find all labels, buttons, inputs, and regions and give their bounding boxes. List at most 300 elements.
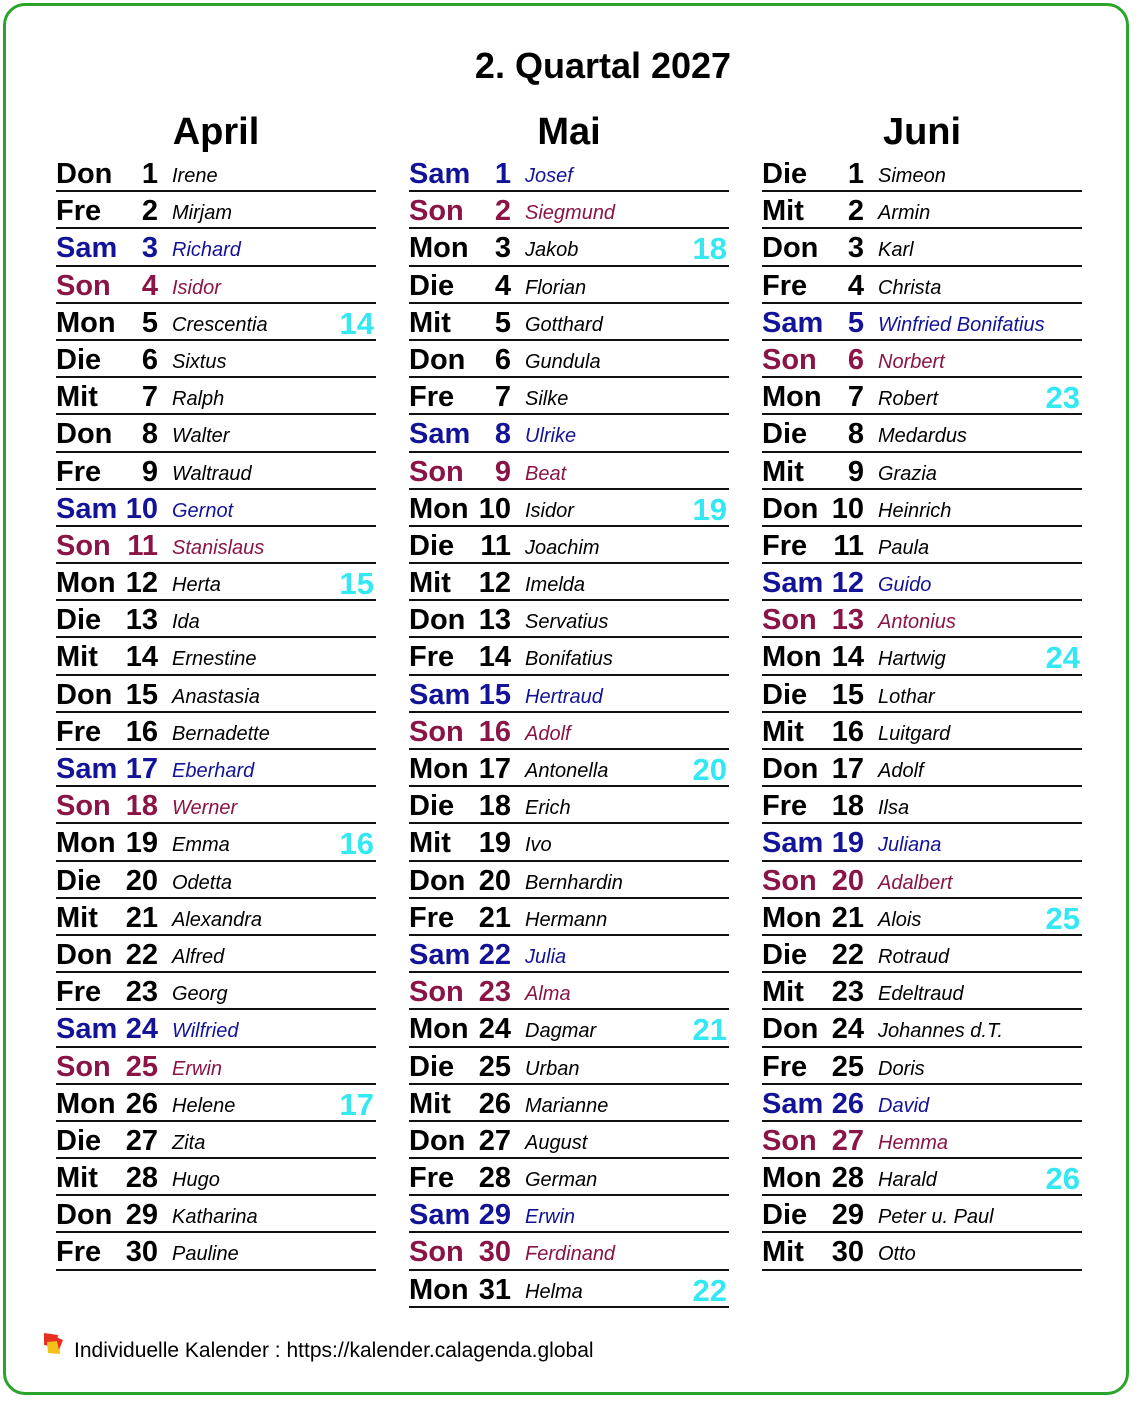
name-day: Beat bbox=[525, 462, 567, 485]
weekday-label: Sam bbox=[56, 1013, 118, 1046]
name-day: Isidor bbox=[172, 276, 221, 299]
name-day: Bonifatius bbox=[525, 648, 613, 671]
day-number: 4 bbox=[141, 269, 158, 302]
weekday-label: Mit bbox=[762, 976, 804, 1009]
week-number: 23 bbox=[1045, 380, 1080, 416]
day-number: 1 bbox=[494, 158, 511, 190]
name-day: Helma bbox=[525, 1280, 583, 1303]
name-day: Ivo bbox=[525, 834, 552, 857]
day-number: 21 bbox=[125, 901, 158, 934]
day-number: 26 bbox=[125, 1087, 158, 1120]
name-day: Richard bbox=[172, 239, 241, 262]
day-row bbox=[409, 341, 729, 378]
weekday-label: Die bbox=[56, 343, 102, 376]
day-number: 5 bbox=[141, 306, 158, 339]
day-number: 17 bbox=[831, 753, 864, 785]
day-row bbox=[762, 453, 1082, 490]
name-day: David bbox=[878, 1094, 930, 1117]
day-row bbox=[56, 899, 376, 936]
weekday-label: Son bbox=[762, 864, 817, 897]
day-number: 5 bbox=[847, 306, 864, 339]
name-day: Pauline bbox=[172, 1243, 239, 1266]
day-number: 19 bbox=[125, 827, 158, 860]
name-day: Eberhard bbox=[172, 760, 255, 782]
day-row bbox=[762, 824, 1082, 861]
month-column-juni bbox=[762, 110, 1082, 1271]
week-number: 19 bbox=[692, 491, 727, 527]
day-number: 13 bbox=[831, 604, 864, 637]
weekday-label: Sam bbox=[762, 567, 824, 600]
day-number: 18 bbox=[125, 790, 158, 823]
name-day: Medardus bbox=[878, 425, 967, 448]
day-row bbox=[762, 564, 1082, 601]
weekday-label: Mon bbox=[409, 492, 469, 525]
day-number: 6 bbox=[141, 343, 158, 376]
day-list bbox=[409, 155, 729, 1308]
day-list bbox=[56, 155, 376, 1271]
weekday-label: Mon bbox=[762, 641, 822, 674]
weekday-label: Mit bbox=[409, 827, 451, 860]
day-number: 29 bbox=[478, 1199, 511, 1232]
weekday-label: Sam bbox=[762, 306, 824, 339]
day-row bbox=[56, 229, 376, 266]
day-row bbox=[762, 527, 1082, 564]
day-number: 27 bbox=[478, 1124, 511, 1157]
name-day: Peter u. Paul bbox=[878, 1206, 994, 1229]
name-day: Adalbert bbox=[878, 871, 953, 894]
weekday-label: Mit bbox=[56, 1162, 98, 1195]
day-row bbox=[762, 750, 1082, 787]
day-number: 17 bbox=[125, 753, 158, 785]
weekday-label: Son bbox=[56, 790, 111, 823]
name-day: August bbox=[525, 1131, 588, 1154]
name-day: Herta bbox=[172, 574, 221, 597]
name-day: Antonella bbox=[525, 760, 609, 782]
weekday-label: Don bbox=[762, 492, 819, 525]
day-number: 12 bbox=[831, 567, 864, 600]
weekday-label: Mon bbox=[409, 753, 469, 785]
day-row bbox=[56, 601, 376, 638]
weekday-label: Mit bbox=[56, 901, 98, 934]
day-row bbox=[762, 713, 1082, 750]
name-day: Anastasia bbox=[172, 685, 260, 708]
weekday-label: Son bbox=[762, 604, 817, 637]
weekday-label: Die bbox=[56, 604, 102, 637]
name-day: Imelda bbox=[525, 574, 586, 597]
weekday-label: Sam bbox=[409, 678, 471, 711]
day-row bbox=[762, 899, 1082, 936]
weekday-label: Fre bbox=[762, 790, 808, 823]
day-row bbox=[409, 1085, 729, 1122]
day-list bbox=[762, 155, 1082, 1271]
day-number: 30 bbox=[478, 1236, 511, 1269]
name-day: Hartwig bbox=[878, 648, 946, 671]
name-day: Helene bbox=[172, 1094, 236, 1117]
weekday-label: Son bbox=[409, 1236, 464, 1269]
day-row bbox=[56, 527, 376, 564]
weekday-label: Mit bbox=[762, 195, 804, 228]
day-number: 9 bbox=[847, 455, 864, 488]
weekday-label: Die bbox=[409, 1050, 455, 1083]
day-row bbox=[762, 1233, 1082, 1270]
day-number: 8 bbox=[847, 418, 864, 451]
day-number: 12 bbox=[125, 567, 158, 600]
weekday-label: Don bbox=[56, 1199, 113, 1232]
weekday-label: Mon bbox=[409, 232, 469, 265]
day-number: 18 bbox=[478, 790, 511, 823]
day-row bbox=[762, 1122, 1082, 1159]
month-name: April bbox=[172, 111, 260, 153]
day-number: 22 bbox=[831, 938, 864, 971]
day-number: 19 bbox=[831, 827, 864, 860]
page-title: 2. Quartal 2027 bbox=[474, 45, 732, 86]
weekday-label: Die bbox=[409, 529, 455, 562]
weekday-label: Mit bbox=[762, 715, 804, 748]
day-number: 3 bbox=[847, 232, 864, 265]
name-day: Hemma bbox=[878, 1131, 949, 1154]
day-row bbox=[409, 453, 729, 490]
weekday-label: Fre bbox=[56, 976, 102, 1009]
day-row bbox=[56, 1010, 376, 1047]
name-day: Sixtus bbox=[172, 350, 227, 373]
day-number: 26 bbox=[478, 1087, 511, 1120]
day-number: 20 bbox=[125, 864, 158, 897]
day-row bbox=[762, 936, 1082, 973]
name-day: Georg bbox=[172, 983, 228, 1006]
day-row bbox=[762, 1085, 1082, 1122]
day-row bbox=[409, 713, 729, 750]
name-day: Katharina bbox=[172, 1206, 258, 1229]
day-row bbox=[409, 527, 729, 564]
name-day: Robert bbox=[878, 388, 939, 411]
name-day: Winfried Bonifatius bbox=[878, 313, 1045, 336]
day-row bbox=[409, 862, 729, 899]
weekday-label: Sam bbox=[409, 418, 471, 451]
name-day: Jakob bbox=[525, 239, 579, 262]
day-row bbox=[56, 304, 376, 341]
weekday-label: Don bbox=[762, 232, 819, 265]
day-row bbox=[56, 862, 376, 899]
month-name: Mai bbox=[537, 111, 601, 153]
day-number: 28 bbox=[478, 1162, 511, 1195]
day-number: 23 bbox=[125, 976, 158, 1009]
weekday-label: Sam bbox=[409, 938, 471, 971]
day-row bbox=[762, 787, 1082, 824]
day-row bbox=[56, 415, 376, 452]
weekday-label: Mon bbox=[56, 306, 116, 339]
weekday-label: Mit bbox=[409, 1087, 451, 1120]
weekday-label: Sam bbox=[409, 1199, 471, 1232]
name-day: Urban bbox=[525, 1057, 580, 1080]
footer-link-text[interactable]: Individuelle Kalender : https://kalender.calagenda.global bbox=[74, 1339, 594, 1362]
name-day: Armin bbox=[878, 202, 931, 225]
name-day: Paula bbox=[878, 536, 930, 559]
day-row bbox=[409, 1159, 729, 1196]
day-row bbox=[762, 862, 1082, 899]
weekday-label: Son bbox=[56, 529, 111, 562]
weekday-label: Mit bbox=[56, 641, 98, 674]
day-number: 17 bbox=[478, 753, 511, 785]
name-day: Ferdinand bbox=[525, 1243, 616, 1266]
weekday-label: Son bbox=[409, 455, 464, 488]
day-number: 9 bbox=[141, 455, 158, 488]
day-row bbox=[762, 304, 1082, 341]
name-day: Florian bbox=[525, 276, 587, 299]
week-number: 22 bbox=[692, 1272, 727, 1308]
calendar-logo-icon bbox=[44, 1333, 64, 1355]
day-row bbox=[56, 824, 376, 861]
day-number: 10 bbox=[831, 492, 864, 525]
day-number: 10 bbox=[125, 492, 158, 525]
day-number: 24 bbox=[831, 1013, 864, 1046]
day-number: 6 bbox=[847, 343, 864, 376]
day-number: 2 bbox=[141, 195, 158, 228]
name-day: Guido bbox=[878, 574, 932, 597]
day-number: 27 bbox=[125, 1124, 158, 1157]
day-number: 30 bbox=[125, 1236, 158, 1269]
name-day: Erwin bbox=[172, 1057, 223, 1080]
name-day: Gundula bbox=[525, 350, 601, 373]
week-number: 25 bbox=[1045, 900, 1080, 936]
weekday-label: Son bbox=[56, 1050, 111, 1083]
day-row bbox=[56, 341, 376, 378]
day-number: 19 bbox=[478, 827, 511, 860]
day-row bbox=[56, 676, 376, 713]
day-row bbox=[56, 973, 376, 1010]
name-day: Doris bbox=[878, 1057, 925, 1080]
day-row bbox=[56, 1196, 376, 1233]
day-number: 2 bbox=[494, 195, 511, 228]
day-row bbox=[762, 229, 1082, 266]
day-number: 21 bbox=[478, 901, 511, 934]
day-row bbox=[762, 638, 1082, 675]
day-number: 25 bbox=[478, 1050, 511, 1083]
day-number: 13 bbox=[478, 604, 511, 637]
name-day: Bernhardin bbox=[525, 871, 623, 894]
weekday-label: Don bbox=[56, 678, 113, 711]
day-row bbox=[409, 1048, 729, 1085]
day-row bbox=[56, 1085, 376, 1122]
name-day: Rotraud bbox=[878, 945, 950, 968]
day-row bbox=[409, 564, 729, 601]
day-number: 2 bbox=[847, 195, 864, 228]
day-row bbox=[409, 304, 729, 341]
weekday-label: Mit bbox=[762, 1236, 804, 1269]
week-number: 20 bbox=[692, 752, 727, 787]
weekday-label: Fre bbox=[409, 901, 455, 934]
name-day: Johannes d.T. bbox=[878, 1020, 1003, 1043]
name-day: Norbert bbox=[878, 350, 945, 373]
week-number: 16 bbox=[339, 826, 374, 862]
name-day: Ida bbox=[172, 611, 200, 634]
weekday-label: Don bbox=[409, 604, 466, 637]
name-day: Gotthard bbox=[525, 313, 603, 336]
day-number: 28 bbox=[831, 1162, 864, 1195]
week-number: 24 bbox=[1045, 640, 1080, 676]
name-day: Emma bbox=[172, 834, 230, 857]
day-row bbox=[409, 899, 729, 936]
weekday-label: Fre bbox=[762, 269, 808, 302]
day-number: 15 bbox=[125, 678, 158, 711]
name-day: Adolf bbox=[878, 760, 924, 782]
weekday-label: Mon bbox=[56, 827, 116, 860]
day-number: 13 bbox=[125, 604, 158, 637]
day-row bbox=[56, 267, 376, 304]
day-row bbox=[762, 378, 1082, 415]
day-row bbox=[409, 973, 729, 1010]
name-day: Erwin bbox=[525, 1206, 576, 1229]
weekday-label: Mit bbox=[409, 306, 451, 339]
day-row bbox=[56, 453, 376, 490]
weekday-label: Don bbox=[762, 753, 819, 785]
day-number: 22 bbox=[478, 938, 511, 971]
day-row bbox=[762, 601, 1082, 638]
weekday-label: Sam bbox=[762, 1087, 824, 1120]
weekday-label: Sam bbox=[56, 753, 118, 785]
day-number: 3 bbox=[141, 232, 158, 265]
day-row bbox=[762, 155, 1082, 192]
day-row bbox=[762, 192, 1082, 229]
weekday-label: Die bbox=[409, 790, 455, 823]
day-row bbox=[409, 1271, 729, 1308]
day-number: 1 bbox=[141, 158, 158, 190]
day-row bbox=[409, 1233, 729, 1270]
name-day: Servatius bbox=[525, 611, 609, 634]
name-day: Christa bbox=[878, 276, 942, 299]
day-row bbox=[409, 192, 729, 229]
weekday-label: Die bbox=[762, 418, 808, 451]
weekday-label: Sam bbox=[409, 158, 471, 190]
weekday-label: Mon bbox=[409, 1273, 469, 1306]
name-day: Hugo bbox=[172, 1169, 220, 1192]
name-day: Crescentia bbox=[172, 313, 268, 336]
day-number: 24 bbox=[478, 1013, 511, 1046]
name-day: Bernadette bbox=[172, 722, 270, 745]
name-day: Alma bbox=[525, 983, 571, 1006]
name-day: Julia bbox=[525, 945, 567, 968]
day-row bbox=[56, 378, 376, 415]
day-row bbox=[409, 229, 729, 266]
day-row bbox=[56, 713, 376, 750]
weekday-label: Don bbox=[56, 938, 113, 971]
day-number: 26 bbox=[831, 1087, 864, 1120]
day-number: 14 bbox=[478, 641, 511, 674]
weekday-label: Don bbox=[762, 1013, 819, 1046]
day-number: 7 bbox=[847, 381, 864, 414]
weekday-label: Son bbox=[409, 715, 464, 748]
weekday-label: Die bbox=[56, 864, 102, 897]
name-day: Juliana bbox=[878, 834, 942, 857]
day-row bbox=[409, 1196, 729, 1233]
name-day: Isidor bbox=[525, 499, 574, 522]
name-day: Ernestine bbox=[172, 648, 257, 671]
weekday-label: Mit bbox=[56, 381, 98, 414]
name-day: Mirjam bbox=[172, 202, 232, 225]
weekday-label: Son bbox=[409, 976, 464, 1009]
name-day: Gernot bbox=[172, 499, 234, 522]
day-number: 15 bbox=[478, 678, 511, 711]
day-number: 15 bbox=[831, 678, 864, 711]
weekday-label: Son bbox=[409, 195, 464, 228]
day-number: 21 bbox=[831, 901, 864, 934]
name-day: Siegmund bbox=[525, 202, 616, 225]
day-row bbox=[56, 1048, 376, 1085]
day-number: 20 bbox=[831, 864, 864, 897]
day-row bbox=[762, 1159, 1082, 1196]
day-row bbox=[762, 490, 1082, 527]
name-day: Joachim bbox=[525, 536, 600, 559]
day-number: 8 bbox=[141, 418, 158, 451]
weekday-label: Fre bbox=[409, 641, 455, 674]
day-number: 28 bbox=[125, 1162, 158, 1195]
weekday-label: Fre bbox=[762, 529, 808, 562]
week-number: 21 bbox=[692, 1012, 727, 1048]
day-row bbox=[56, 1233, 376, 1270]
weekday-label: Mon bbox=[409, 1013, 469, 1046]
day-number: 11 bbox=[833, 529, 864, 562]
weekday-label: Sam bbox=[56, 232, 118, 265]
name-day: Marianne bbox=[525, 1094, 609, 1117]
day-number: 6 bbox=[494, 343, 511, 376]
day-row bbox=[409, 601, 729, 638]
day-number: 7 bbox=[141, 381, 158, 414]
weekday-label: Die bbox=[409, 269, 455, 302]
day-row bbox=[762, 415, 1082, 452]
week-number: 15 bbox=[339, 566, 374, 602]
weekday-label: Mon bbox=[56, 567, 116, 600]
weekday-label: Fre bbox=[409, 381, 455, 414]
weekday-label: Don bbox=[409, 864, 466, 897]
name-day: Heinrich bbox=[878, 499, 952, 522]
name-day: Ralph bbox=[172, 388, 225, 411]
day-row bbox=[56, 155, 376, 192]
day-row bbox=[409, 824, 729, 861]
day-number: 16 bbox=[125, 715, 158, 748]
weekday-label: Don bbox=[409, 1124, 466, 1157]
day-row bbox=[409, 676, 729, 713]
weekday-label: Don bbox=[409, 343, 466, 376]
day-number: 3 bbox=[494, 232, 511, 265]
day-row bbox=[409, 378, 729, 415]
weekday-label: Die bbox=[762, 158, 808, 190]
weekday-label: Mon bbox=[762, 1162, 822, 1195]
weekday-label: Sam bbox=[762, 827, 824, 860]
name-day: Otto bbox=[878, 1243, 916, 1266]
day-number: 9 bbox=[494, 455, 511, 488]
day-row bbox=[409, 1010, 729, 1047]
weekday-label: Die bbox=[762, 938, 808, 971]
weekday-label: Die bbox=[56, 1124, 102, 1157]
day-row bbox=[762, 1196, 1082, 1233]
weekday-label: Fre bbox=[56, 1236, 102, 1269]
week-number: 17 bbox=[339, 1086, 374, 1122]
name-day: Irene bbox=[172, 165, 218, 187]
weekday-label: Mit bbox=[409, 567, 451, 600]
name-day: Adolf bbox=[525, 722, 571, 745]
day-number: 16 bbox=[478, 715, 511, 748]
day-number: 25 bbox=[831, 1050, 864, 1083]
day-number: 14 bbox=[125, 641, 158, 674]
day-row bbox=[56, 787, 376, 824]
name-day: Ilsa bbox=[878, 797, 910, 820]
day-row bbox=[762, 341, 1082, 378]
name-day: Simeon bbox=[878, 165, 946, 187]
day-row bbox=[762, 973, 1082, 1010]
weekday-label: Son bbox=[56, 269, 111, 302]
day-number: 16 bbox=[831, 715, 864, 748]
name-day: Luitgard bbox=[878, 722, 951, 745]
day-number: 23 bbox=[478, 976, 511, 1009]
